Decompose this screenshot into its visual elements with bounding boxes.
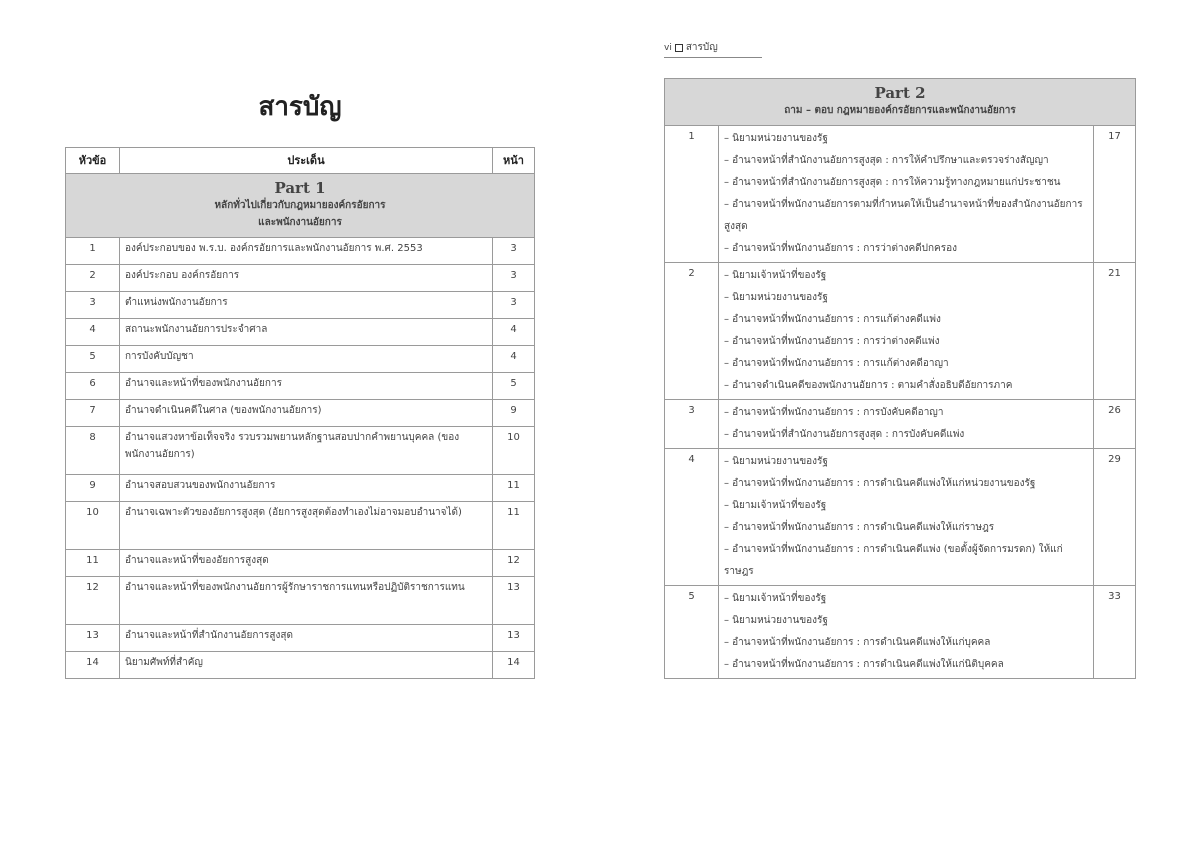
- row-page: 4: [493, 346, 535, 373]
- table-row: [66, 400, 535, 427]
- row-number: 5: [665, 586, 719, 679]
- row-page: 9: [493, 400, 535, 427]
- table-row: [66, 475, 535, 502]
- row-number: 2: [665, 263, 719, 400]
- list-item: – อำนาจหน้าที่สำนักงานอัยการสูงสุด : การให้ความรู้ทางกฎหมายแก่ประชาชน: [724, 177, 1061, 188]
- list-item: – อำนาจดำเนินคดีของพนักงานอัยการ : ตามคำสั่งอธิบดีอัยการภาค: [724, 380, 1013, 391]
- table-row: [66, 265, 535, 292]
- row-number: 7: [66, 400, 120, 427]
- row-issue: อำนาจสอบสวนของพนักงานอัยการ: [120, 475, 493, 502]
- row-page: 13: [493, 577, 535, 625]
- row-page: 13: [493, 625, 535, 652]
- list-item: – อำนาจหน้าที่พนักงานอัยการ : การว่าต่างคดีปกครอง: [724, 243, 957, 254]
- row-number: 10: [66, 502, 120, 550]
- row-number: 8: [66, 427, 120, 475]
- table-row: [66, 238, 535, 265]
- col-header-page: หน้า: [493, 148, 535, 174]
- row-issue: นิยามศัพท์ที่สำคัญ: [120, 652, 493, 679]
- list-item: – อำนาจหน้าที่สำนักงานอัยการสูงสุด : การบังคับคดีแพ่ง: [724, 429, 965, 440]
- header-label: สารบัญ: [685, 42, 718, 53]
- table-row: [66, 625, 535, 652]
- row-number: 4: [66, 319, 120, 346]
- row-items: [719, 449, 1094, 586]
- row-issue: อำนาจเฉพาะตัวของอัยการสูงสุด (อัยการสูงสุดต้องทำเองไม่อาจมอบอำนาจได้): [120, 502, 493, 550]
- table-row: [66, 346, 535, 373]
- row-issue: อำนาจและหน้าที่ของพนักงานอัยการผู้รักษาราชการแทนหรือปฏิบัติราชการแทน: [120, 577, 493, 625]
- row-page: 3: [493, 265, 535, 292]
- row-page: 29: [1094, 449, 1136, 586]
- table-row: [66, 577, 535, 625]
- row-items: [719, 263, 1094, 400]
- table-row: [665, 263, 1136, 400]
- table-row: [665, 586, 1136, 679]
- col-header-topic: หัวข้อ: [66, 148, 120, 174]
- table-row: [665, 400, 1136, 449]
- list-item: – นิยามหน่วยงานของรัฐ: [724, 615, 828, 626]
- header-page-number: vi: [664, 42, 672, 53]
- part-2-banner: [665, 79, 1136, 126]
- row-page: 14: [493, 652, 535, 679]
- row-page: 3: [493, 292, 535, 319]
- table-row: [66, 292, 535, 319]
- table-row: [665, 449, 1136, 586]
- row-page: 3: [493, 238, 535, 265]
- row-number: 2: [66, 265, 120, 292]
- list-item: – อำนาจหน้าที่พนักงานอัยการ : การดำเนินคดีแพ่งให้แก่หน่วยงานของรัฐ: [724, 478, 1036, 489]
- table-row: [66, 502, 535, 550]
- list-item: – อำนาจหน้าที่พนักงานอัยการ : การดำเนินคดีแพ่ง (ขอตั้งผู้จัดการมรดก) ให้แก่ราษฎร: [724, 544, 1063, 577]
- row-issue: อำนาจดำเนินคดีในศาล (ของพนักงานอัยการ): [120, 400, 493, 427]
- list-item: – นิยามหน่วยงานของรัฐ: [724, 133, 828, 144]
- list-item: – นิยามเจ้าหน้าที่ของรัฐ: [724, 270, 827, 281]
- list-item: – อำนาจหน้าที่พนักงานอัยการตามที่กำหนดให้เป็นอำนาจหน้าที่ของสำนักงานอัยการสูงสุด: [724, 199, 1083, 232]
- row-page: 11: [493, 502, 535, 550]
- row-issue: การบังคับบัญชา: [120, 346, 493, 373]
- row-page: 26: [1094, 400, 1136, 449]
- row-number: 5: [66, 346, 120, 373]
- list-item: – นิยามหน่วยงานของรัฐ: [724, 456, 828, 467]
- part-1-banner: [66, 174, 535, 238]
- row-issue: อำนาจและหน้าที่ของอัยการสูงสุด: [120, 550, 493, 577]
- row-items: [719, 126, 1094, 263]
- row-issue: อำนาจและหน้าที่สำนักงานอัยการสูงสุด: [120, 625, 493, 652]
- row-number: 4: [665, 449, 719, 586]
- table-row: [66, 652, 535, 679]
- row-issue: ตำแหน่งพนักงานอัยการ: [120, 292, 493, 319]
- list-item: – นิยามเจ้าหน้าที่ของรัฐ: [724, 593, 827, 604]
- toc-table-part1: [65, 147, 535, 679]
- row-number: 9: [66, 475, 120, 502]
- table-row: [66, 427, 535, 475]
- row-page: 10: [493, 427, 535, 475]
- list-item: – อำนาจหน้าที่พนักงานอัยการ : การแก้ต่างคดีแพ่ง: [724, 314, 941, 325]
- toc-table-part2: [664, 78, 1136, 679]
- row-issue: อำนาจและหน้าที่ของพนักงานอัยการ: [120, 373, 493, 400]
- row-number: 3: [66, 292, 120, 319]
- table-row: [66, 373, 535, 400]
- row-number: 1: [665, 126, 719, 263]
- right-page: [664, 40, 1136, 679]
- square-bullet-icon: [675, 44, 683, 52]
- list-item: – อำนาจหน้าที่สำนักงานอัยการสูงสุด : การให้คำปรึกษาและตรวจร่างสัญญา: [724, 155, 1049, 166]
- list-item: – นิยามเจ้าหน้าที่ของรัฐ: [724, 500, 827, 511]
- row-number: 1: [66, 238, 120, 265]
- list-item: – อำนาจหน้าที่พนักงานอัยการ : การดำเนินคดีแพ่งให้แก่นิติบุคคล: [724, 659, 1004, 670]
- list-item: – อำนาจหน้าที่พนักงานอัยการ : การว่าต่างคดีแพ่ง: [724, 336, 940, 347]
- list-item: – อำนาจหน้าที่พนักงานอัยการ : การดำเนินคดีแพ่งให้แก่บุคคล: [724, 637, 991, 648]
- row-page: 21: [1094, 263, 1136, 400]
- page-title: สารบัญ: [258, 92, 342, 122]
- row-number: 13: [66, 625, 120, 652]
- list-item: – อำนาจหน้าที่พนักงานอัยการ : การบังคับคดีอาญา: [724, 407, 944, 418]
- left-page: [65, 80, 535, 679]
- row-number: 12: [66, 577, 120, 625]
- row-number: 14: [66, 652, 120, 679]
- row-issue: อำนาจแสวงหาข้อเท็จจริง รวบรวมพยานหลักฐานสอบปากคำพยานบุคคล (ของพนักงานอัยการ): [120, 427, 493, 475]
- row-page: 4: [493, 319, 535, 346]
- row-items: [719, 586, 1094, 679]
- row-page: 11: [493, 475, 535, 502]
- part-title: ถาม – ตอบ กฎหมายองค์กรอัยการและพนักงานอัยการ: [784, 105, 1016, 116]
- col-header-issue: ประเด็น: [120, 148, 493, 174]
- list-item: – อำนาจหน้าที่พนักงานอัยการ : การดำเนินคดีแพ่งให้แก่ราษฎร: [724, 522, 995, 533]
- list-item: – นิยามหน่วยงานของรัฐ: [724, 292, 828, 303]
- part-label: Part 1: [274, 179, 326, 197]
- list-item: – อำนาจหน้าที่พนักงานอัยการ : การแก้ต่างคดีอาญา: [724, 358, 949, 369]
- row-number: 6: [66, 373, 120, 400]
- row-page: 12: [493, 550, 535, 577]
- row-issue: สถานะพนักงานอัยการประจำศาล: [120, 319, 493, 346]
- row-page: 5: [493, 373, 535, 400]
- row-number: 3: [665, 400, 719, 449]
- part-label: Part 2: [874, 84, 926, 102]
- part-title: หลักทั่วไปเกี่ยวกับกฎหมายองค์กรอัยการ และพนักงานอัยการ: [214, 200, 386, 228]
- row-items: [719, 400, 1094, 449]
- table-row: [66, 550, 535, 577]
- row-number: 11: [66, 550, 120, 577]
- row-issue: องค์ประกอบของ พ.ร.บ. องค์กรอัยการและพนักงานอัยการ พ.ศ. 2553: [120, 238, 493, 265]
- table-row: [665, 126, 1136, 263]
- table-row: [66, 319, 535, 346]
- row-page: 17: [1094, 126, 1136, 263]
- running-header: [664, 40, 762, 58]
- row-page: 33: [1094, 586, 1136, 679]
- row-issue: องค์ประกอบ องค์กรอัยการ: [120, 265, 493, 292]
